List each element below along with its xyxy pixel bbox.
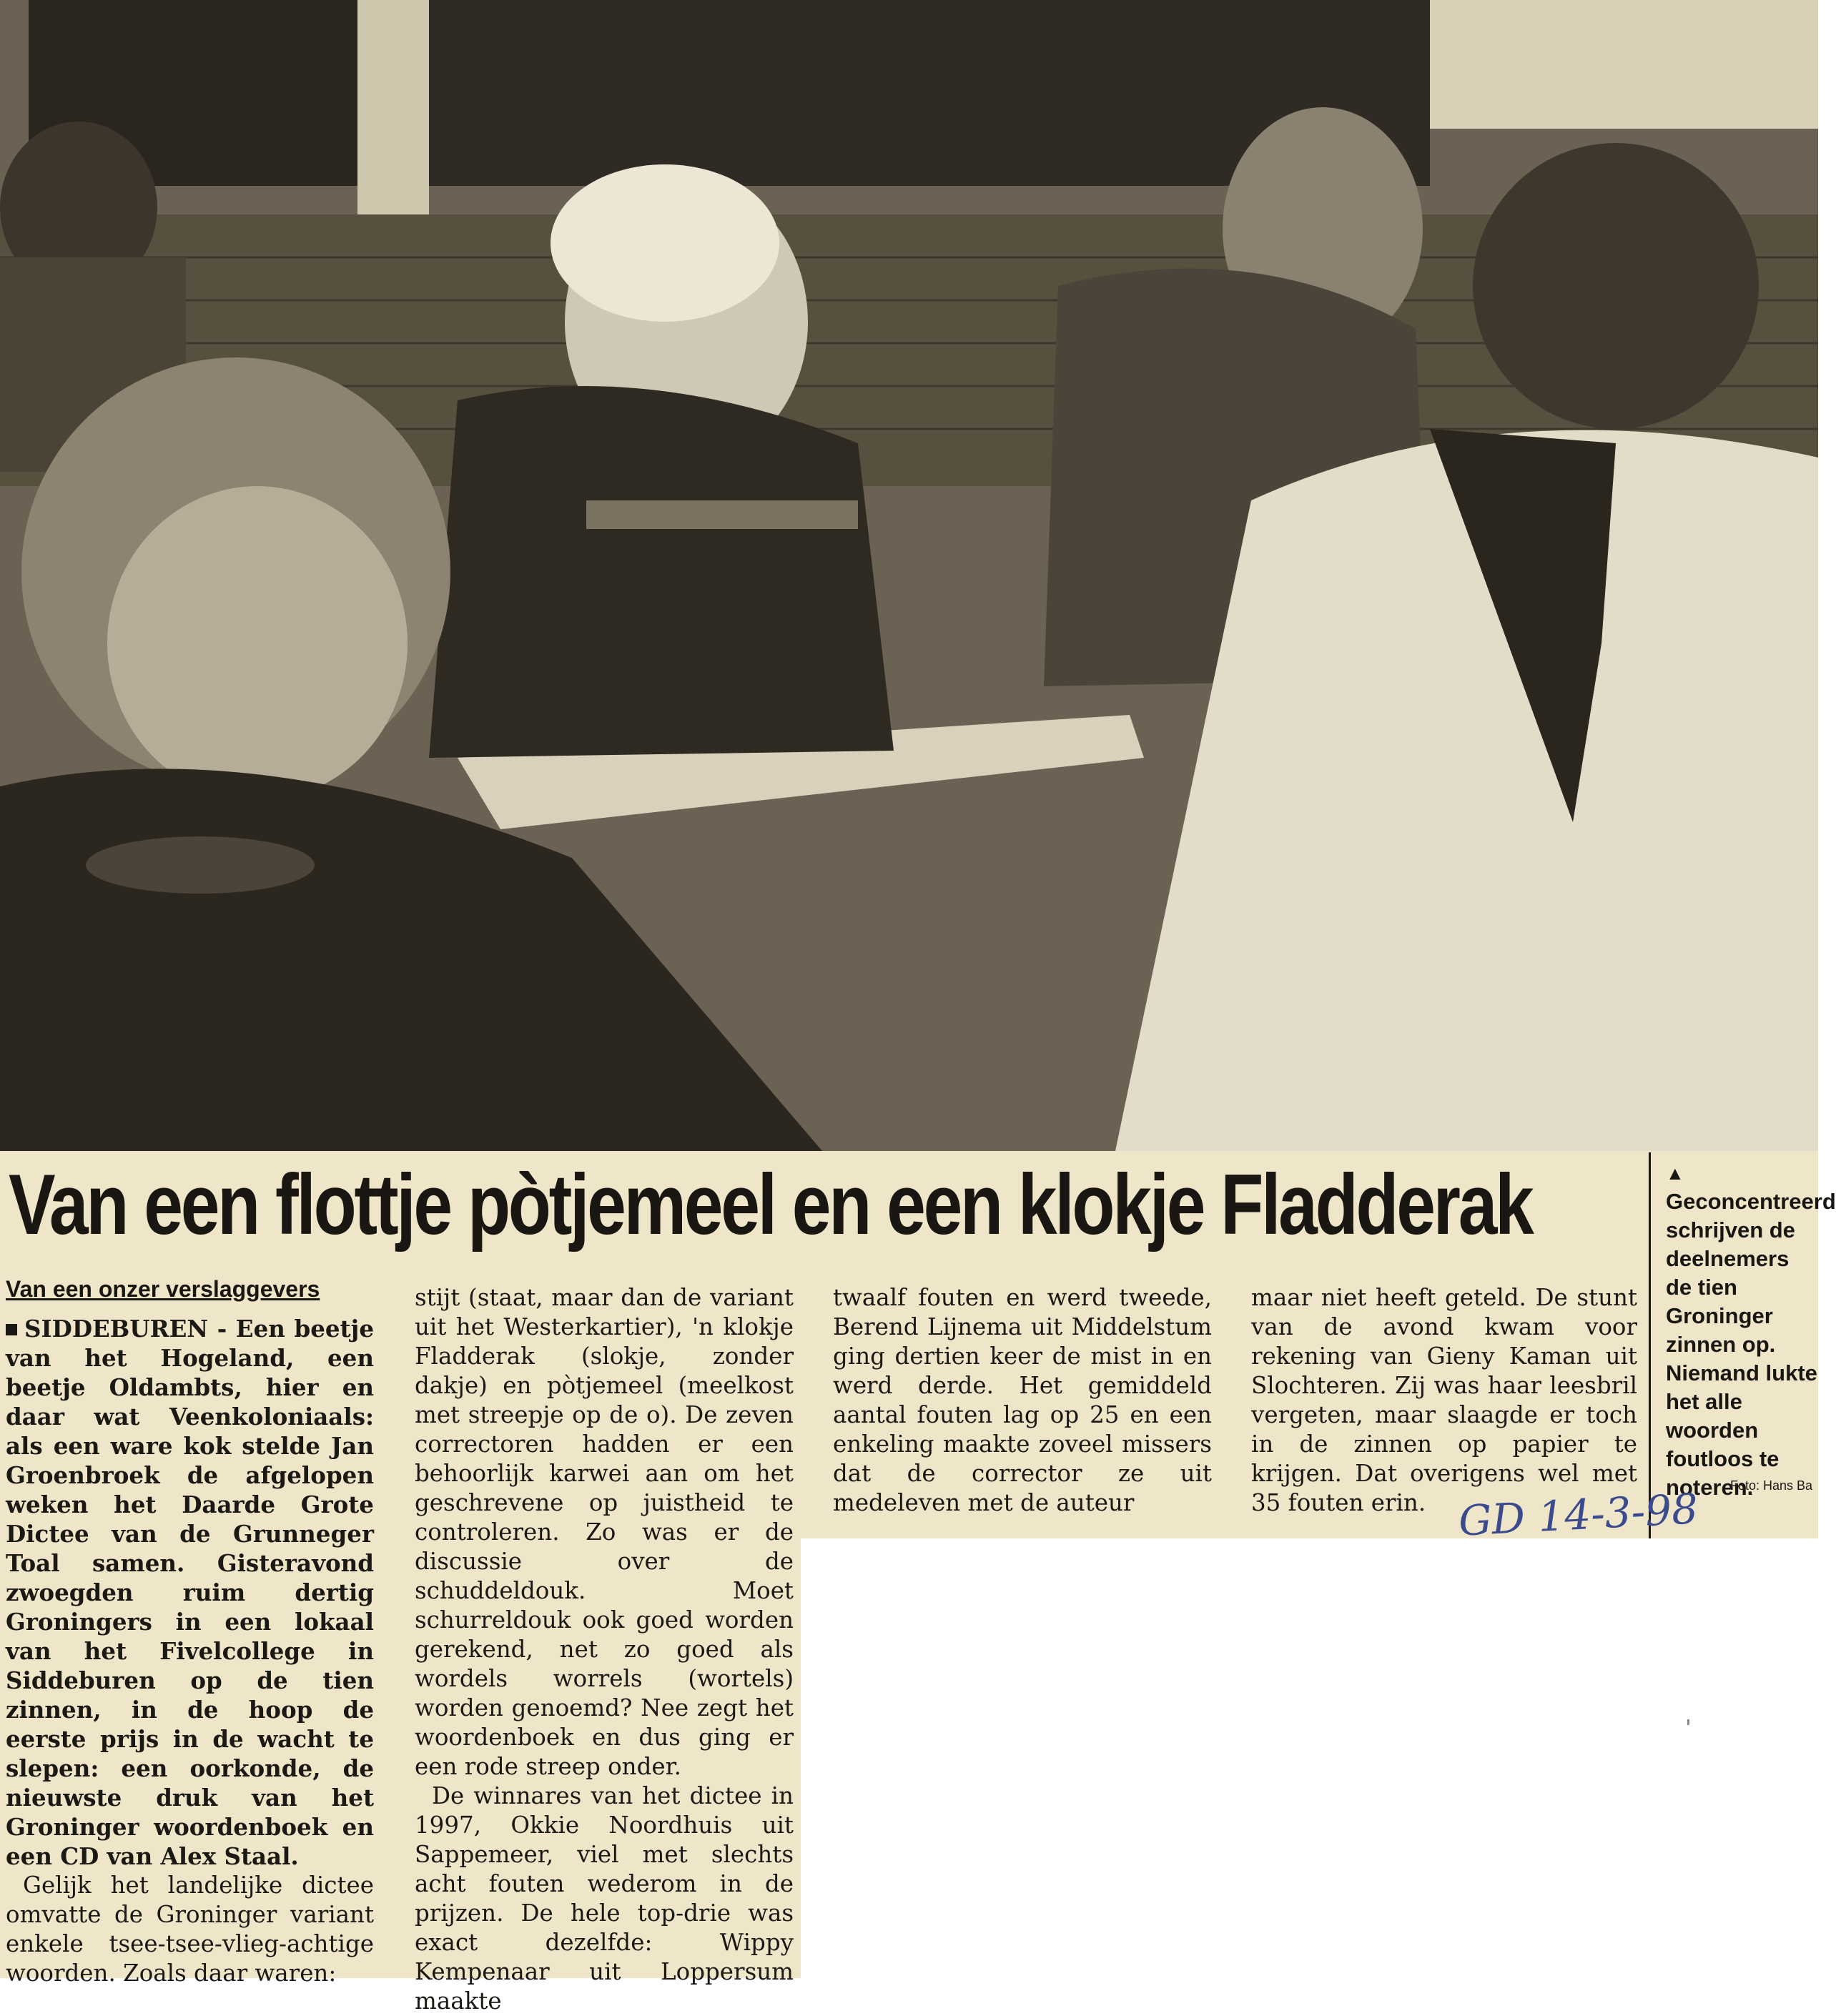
headline: Van een flottje pòtjemeel en een klokje Fladderak bbox=[9, 1157, 1532, 1252]
triangle-up-icon: ▲ bbox=[1666, 1162, 1684, 1184]
column-2 bbox=[415, 1283, 794, 2016]
caption-divider bbox=[1649, 1152, 1651, 1538]
photo-credit: Foto: Hans Ba bbox=[1730, 1478, 1813, 1493]
dateline: SIDDEBUREN bbox=[24, 1315, 209, 1343]
body-paragraph: Gelijk het landelijke dictee omvatte de Groninger variant enkele tsee-tsee-vlieg-achtige woorden. Zoals daar waren: bbox=[6, 1872, 374, 1987]
body-paragraph: maar niet heeft geteld. De stunt van de avond kwam voor rekening van Gieny Kaman uit Slochteren. Zij was haar leesbril vergeten, maar slaagde er toch in de zinnen op papier te krijgen. Dat overigens wel met 35 fouten erin. bbox=[1251, 1284, 1637, 1516]
paragraph-bullet-icon bbox=[6, 1324, 17, 1335]
scan-speck bbox=[1687, 1719, 1689, 1725]
lead-paragraph bbox=[6, 1314, 374, 1871]
handwritten-date: GD 14-3-98 bbox=[1457, 1484, 1699, 1546]
column-1 bbox=[6, 1314, 374, 1988]
caption-text: Geconcentreerd schrijven de deelnemers de tien Groninger zinnen op. Niemand lukte het alle woorden foutloos te noteren. bbox=[1666, 1189, 1836, 1500]
byline: Van een onzer verslaggevers bbox=[6, 1276, 320, 1302]
column-3 bbox=[833, 1283, 1212, 1518]
photo-caption bbox=[1666, 1158, 1836, 1502]
column-4 bbox=[1251, 1283, 1637, 1518]
lead-text: - Een beetje van het Hogeland, een beetje Oldambts, hier en daar wat Veenkoloniaals: als een ware kok stelde Jan Groenbroek de afgelopen weken het Daarde Grote Dictee van de Grunneger Toal samen. Gisteravond zwoegden ruim dertig Groningers in een lokaal van het Fivelcollege in Siddeburen op de tien zinnen, in de hoop de eerste prijs in de wacht te slepen: een oorkonde, de nieuwste druk van het Groninger woordenboek en een CD van Alex Staal. bbox=[6, 1315, 374, 1870]
body-paragraph: De winnares van het dictee in 1997, Okkie Noordhuis uit Sappemeer, viel met slechts acht fouten wederom in de prijzen. De hele top-drie was exact dezelfde: Wippy Kempenaar uit Loppersum maakte bbox=[415, 1782, 794, 2015]
body-paragraph: twaalf fouten en werd tweede, Berend Lijnema uit Middelstum ging dertien keer de mist in en werd derde. Het gemiddeld aantal fouten lag op 25 en een enkeling maakte zoveel missers dat de corrector ze uit medeleven met de auteur bbox=[833, 1284, 1212, 1516]
body-paragraph: stijt (staat, maar dan de variant uit het Westerkartier), 'n klokje Fladderak (slokje, zonder dakje) en pòtjemeel (meelkost met streepje op de o). De zeven correctoren hadden er een behoorlijk karwei aan om het geschrevene op juistheid te controleren. Zo was er de discussie over de schuddeldouk. Moet schurreldouk ook goed worden gerekend, net zo goed als wordels worrels (wortels) worden genoemd? Nee zegt het woordenboek en dus ging er een rode streep onder. bbox=[415, 1284, 794, 1780]
